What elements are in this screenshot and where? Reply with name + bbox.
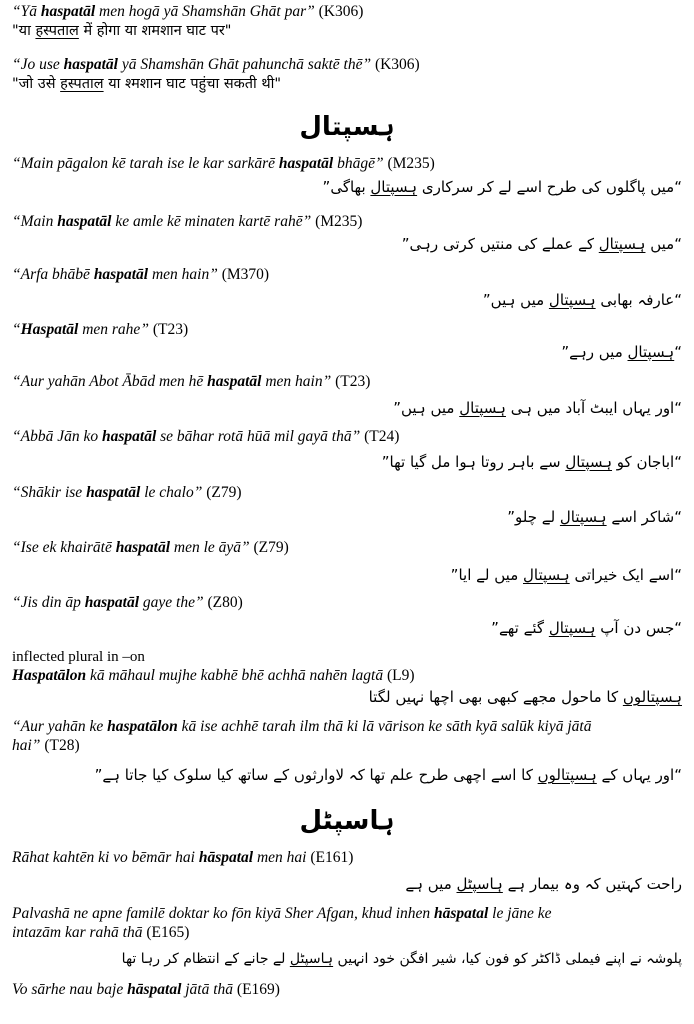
translit-line: “Abbā Jān ko haspatāl se bāhar rotā hūā mil gayā thā” (T24) [12, 428, 400, 445]
translit-line: “Aur yahān Abot Ābād men hē haspatāl men hain” (T23) [12, 373, 371, 390]
urdu-line: “اسے ایک خیراتی ہسپتال میں لے ایا” [450, 566, 682, 584]
section-heading-haspatal: ہسپتال [299, 112, 395, 142]
urdu-line: “میں پاگلوں کی طرح اسے لے کر سرکاری ہسپتال بھاگی” [322, 178, 682, 196]
translit-line-cont: hai” (T28) [12, 737, 80, 754]
urdu-line: ہسپتالوں کا ماحول مجھے کبھی بھی اچھا نہیں لگتا [368, 688, 682, 706]
urdu-line: “ہسپتال میں رہے” [561, 343, 682, 361]
urdu-line: “عارفہ بھابی ہسپتال میں ہیں” [482, 291, 682, 309]
hindi-line: "जो उसे हस्पताल या श्मशान घाट पहुंचा सकती थी" [12, 76, 282, 92]
translit-line: “Main haspatāl ke amle kē minaten kartē rahē” (M235) [12, 213, 363, 230]
translit-line: Rāhat kahtēn ki vo bēmār hai hāspatal men hai (E161) [12, 849, 354, 866]
hindi-line: "या हस्पताल में होगा या शमशान घाट पर" [12, 23, 232, 39]
translit-line: Vo sārhe nau baje hāspatal jātā thā (E169) [12, 981, 280, 998]
urdu-line: “اباجان کو ہسپتال سے باہر روتا ہوا مل گیا تھا” [381, 453, 682, 471]
section-heading-haspatal-2: ہاسپٹل [299, 806, 395, 836]
translit-line: “Ise ek khairātē haspatāl men le āyā” (Z79) [12, 539, 289, 556]
urdu-line: “جس دن آپ ہسپتال گئے تھے” [491, 619, 682, 637]
urdu-line: “میں ہسپتال کے عملے کی منتیں کرتی رہی” [401, 235, 682, 253]
urdu-line: پلوشہ نے اپنے فیملی ڈاکٹر کو فون کیا، شیر افگن خود انہیں ہاسپٹل لے جانے کے انتظام کر رہا تھا [121, 951, 682, 967]
translit-line: “Aur yahān ke haspatālon kā ise achhē tarah ilm thā ki lā vārison ke sāth kyā salūk kiyā jātā [12, 718, 592, 735]
inflected-plural-label: inflected plural in –on [12, 649, 145, 665]
translit-line: “Jis din āp haspatāl gaye the” (Z80) [12, 594, 243, 611]
translit-line: “Jo use haspatāl yā Shamshān Ghāt pahunchā saktē thē” (K306) [12, 56, 420, 73]
translit-line: “Yā haspatāl men hogā yā Shamshān Ghāt par” (K306) [12, 3, 364, 20]
urdu-line: “اور یہاں کے ہسپتالوں کا اسے اچھی طرح علم تھا کہ لاوارثوں کے ساتھ کیا سلوک کیا جاتا ہے” [94, 766, 682, 784]
translit-line: “Main pāgalon kē tarah ise le kar sarkārē haspatāl bhāgē” (M235) [12, 155, 435, 172]
urdu-line: “اور یہاں ایبٹ آباد میں ہی ہسپتال میں ہیں” [393, 399, 682, 417]
translit-line: “Haspatāl men rahe” (T23) [12, 321, 189, 338]
translit-line-cont: intazām kar rahā thā (E165) [12, 924, 190, 941]
translit-line: Palvashā ne apne familē doktar ko fōn kiyā Sher Afgan, khud inhen hāspatal le jāne ke [12, 905, 552, 922]
urdu-line: راحت کہتیں کہ وہ بیمار ہے ہاسپٹل میں ہے [405, 875, 682, 893]
translit-line: “Arfa bhābē haspatāl men hain” (M370) [12, 266, 270, 283]
translit-line: “Shākir ise haspatāl le chalo” (Z79) [12, 484, 242, 501]
urdu-line: “شاکر اسے ہسپتال لے چلو” [507, 508, 682, 526]
translit-line: Haspatālon kā māhaul mujhe kabhē bhē achhā nahēn lagtā (L9) [12, 667, 415, 684]
